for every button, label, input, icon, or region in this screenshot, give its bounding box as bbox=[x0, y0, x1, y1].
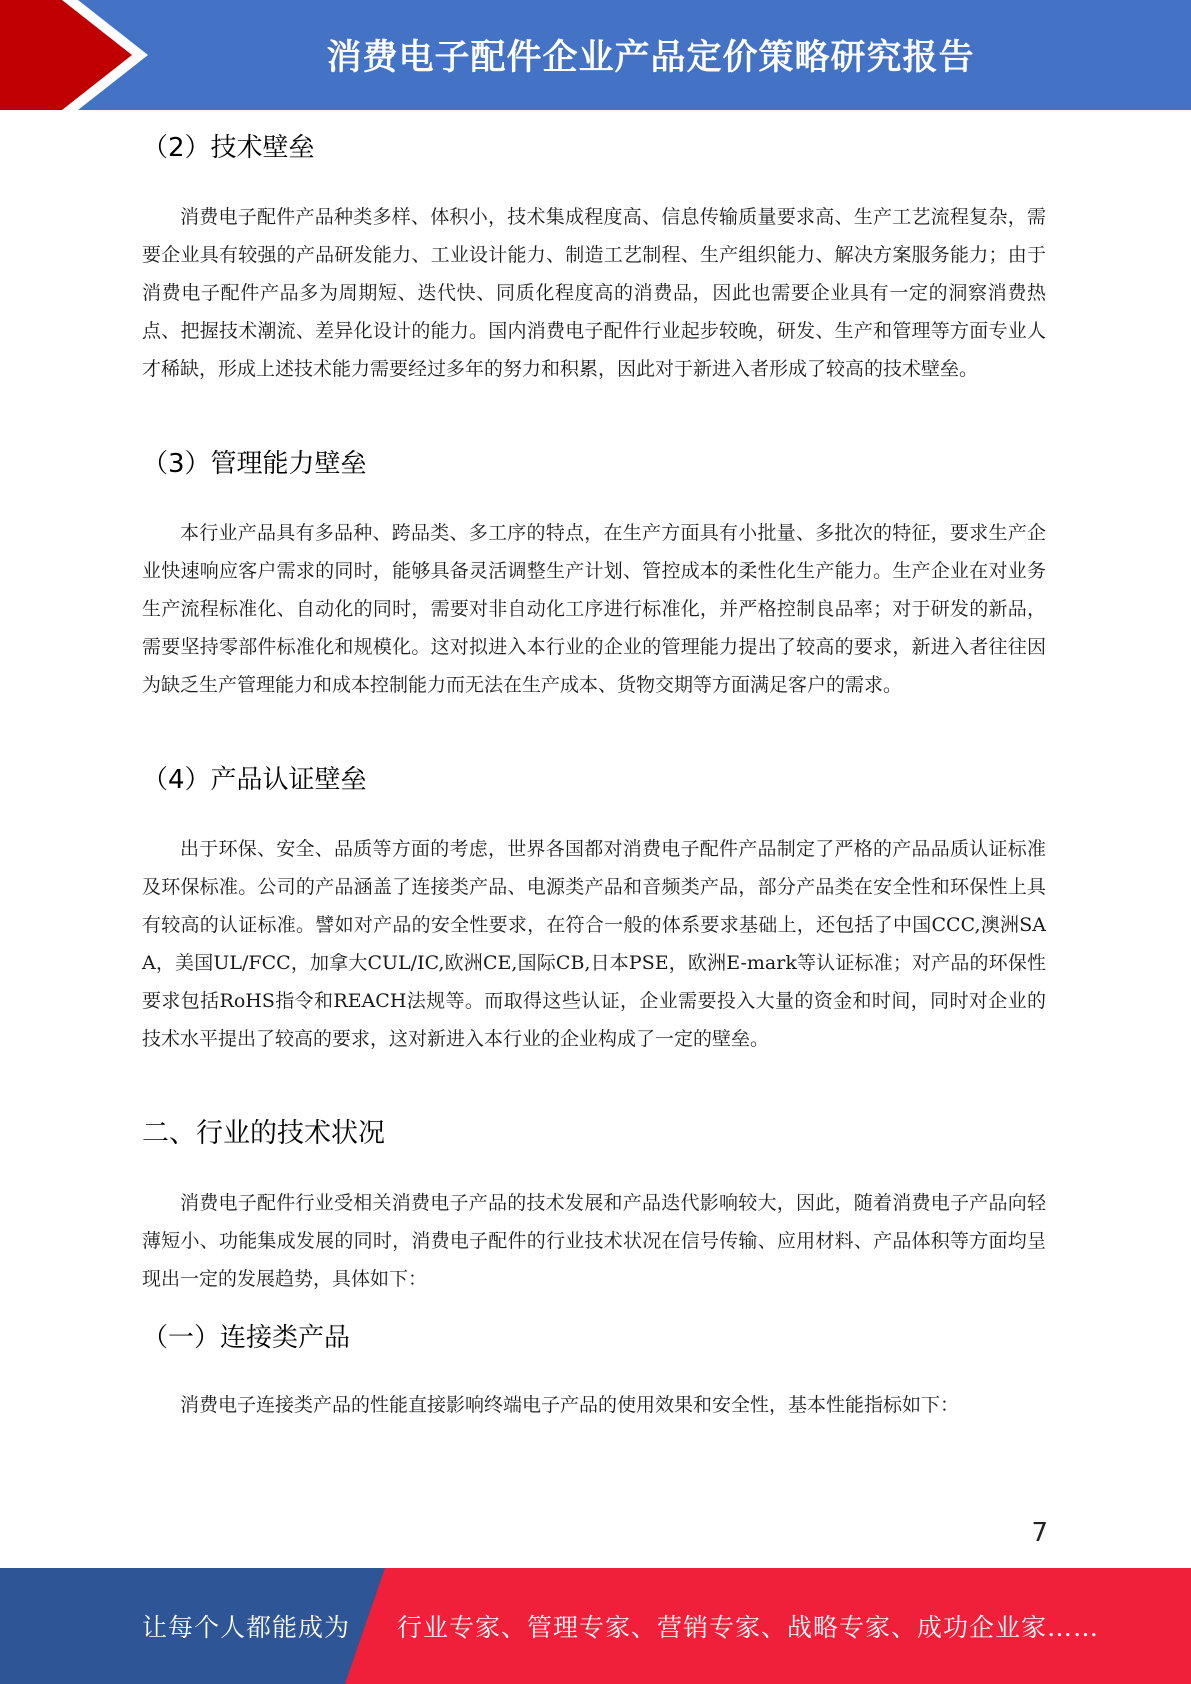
paragraph-connector-products: 消费电子连接类产品的性能直接影响终端电子产品的使用效果和安全性，基本性能指标如下： bbox=[180, 1394, 960, 1416]
section-heading-certification-barrier: （4）产品认证壁垒 bbox=[142, 765, 367, 795]
report-title: 消费电子配件企业产品定价策略研究报告 bbox=[326, 38, 975, 78]
section-heading-tech-barrier: （2）技术壁垒 bbox=[142, 133, 315, 163]
footer-slogan-right: 行业专家、管理专家、营销专家、战略专家、成功企业家…… bbox=[397, 1613, 1100, 1642]
footer-slogan-left: 让每个人都能成为 bbox=[142, 1613, 351, 1642]
page-number: 7 bbox=[1031, 1518, 1048, 1548]
paragraph-certification-barrier: 出于环保、安全、品质等方面的考虑，世界各国都对消费电子配件产品制定了严格的产品品质认证标准及环保标准。公司的产品涵盖了连接类产品、电源类产品和音频类产品，部分产品类在安全性和环保性上具有较高的认证标准。譬如对产品的安全性要求，在符合一般的体系要求基础上，还包括了中国CCC,澳洲SAA，美国UL/FCC，加拿大CUL/IC,欧洲CE,国际CB,日本PSE，欧洲E-mark等认证标准；对产品的环保性要求包括RoHS指令和REACH法规等。而取得这些认证，企业需要投入大量的资金和时间，同时对企业的技术水平提出了较高的要求，这对新进入本行业的企业构成了一定的壁垒。 bbox=[142, 838, 1046, 1050]
paragraph-tech-barrier: 消费电子配件产品种类多样、体积小，技术集成程度高、信息传输质量要求高、生产工艺流程复杂，需要企业具有较强的产品研发能力、工业设计能力、制造工艺制程、生产组织能力、解决方案服务能力；由于消费电子配件产品多为周期短、迭代快、同质化程度高的消费品，因此也需要企业具有一定的洞察消费热点、把握技术潮流、差异化设计的能力。国内消费电子配件行业起步较晚，研发、生产和管理等方面专业人才稀缺，形成上述技术能力需要经过多年的努力和积累，因此对于新进入者形成了较高的技术壁垒。 bbox=[142, 206, 1046, 380]
paragraph-management-barrier: 本行业产品具有多品种、跨品类、多工序的特点，在生产方面具有小批量、多批次的特征，要求生产企业快速响应客户需求的同时，能够具备灵活调整生产计划、管控成本的柔性化生产能力。生产企业在对业务生产流程标准化、自动化的同时，需要对非自动化工序进行标准化，并严格控制良品率；对于研发的新品，需要坚持零部件标准化和规模化。这对拟进入本行业的企业的管理能力提出了较高的要求，新进入者往往因为缺乏生产管理能力和成本控制能力而无法在生产成本、货物交期等方面满足客户的需求。 bbox=[142, 522, 1046, 696]
page-footer bbox=[0, 1568, 1191, 1684]
page-header bbox=[0, 0, 1191, 110]
paragraph-tech-status: 消费电子配件行业受相关消费电子产品的技术发展和产品迭代影响较大，因此，随着消费电子产品向轻薄短小、功能集成发展的同时，消费电子配件的行业技术状况在信号传输、应用材料、产品体积等方面均呈现出一定的发展趋势，具体如下： bbox=[142, 1192, 1046, 1290]
chapter-heading-tech-status: 二、行业的技术状况 bbox=[142, 1118, 385, 1149]
section-heading-connector-products: （一）连接类产品 bbox=[142, 1323, 351, 1353]
header-arrow-icon bbox=[0, 0, 150, 110]
section-heading-management-barrier: （3）管理能力壁垒 bbox=[142, 449, 367, 479]
